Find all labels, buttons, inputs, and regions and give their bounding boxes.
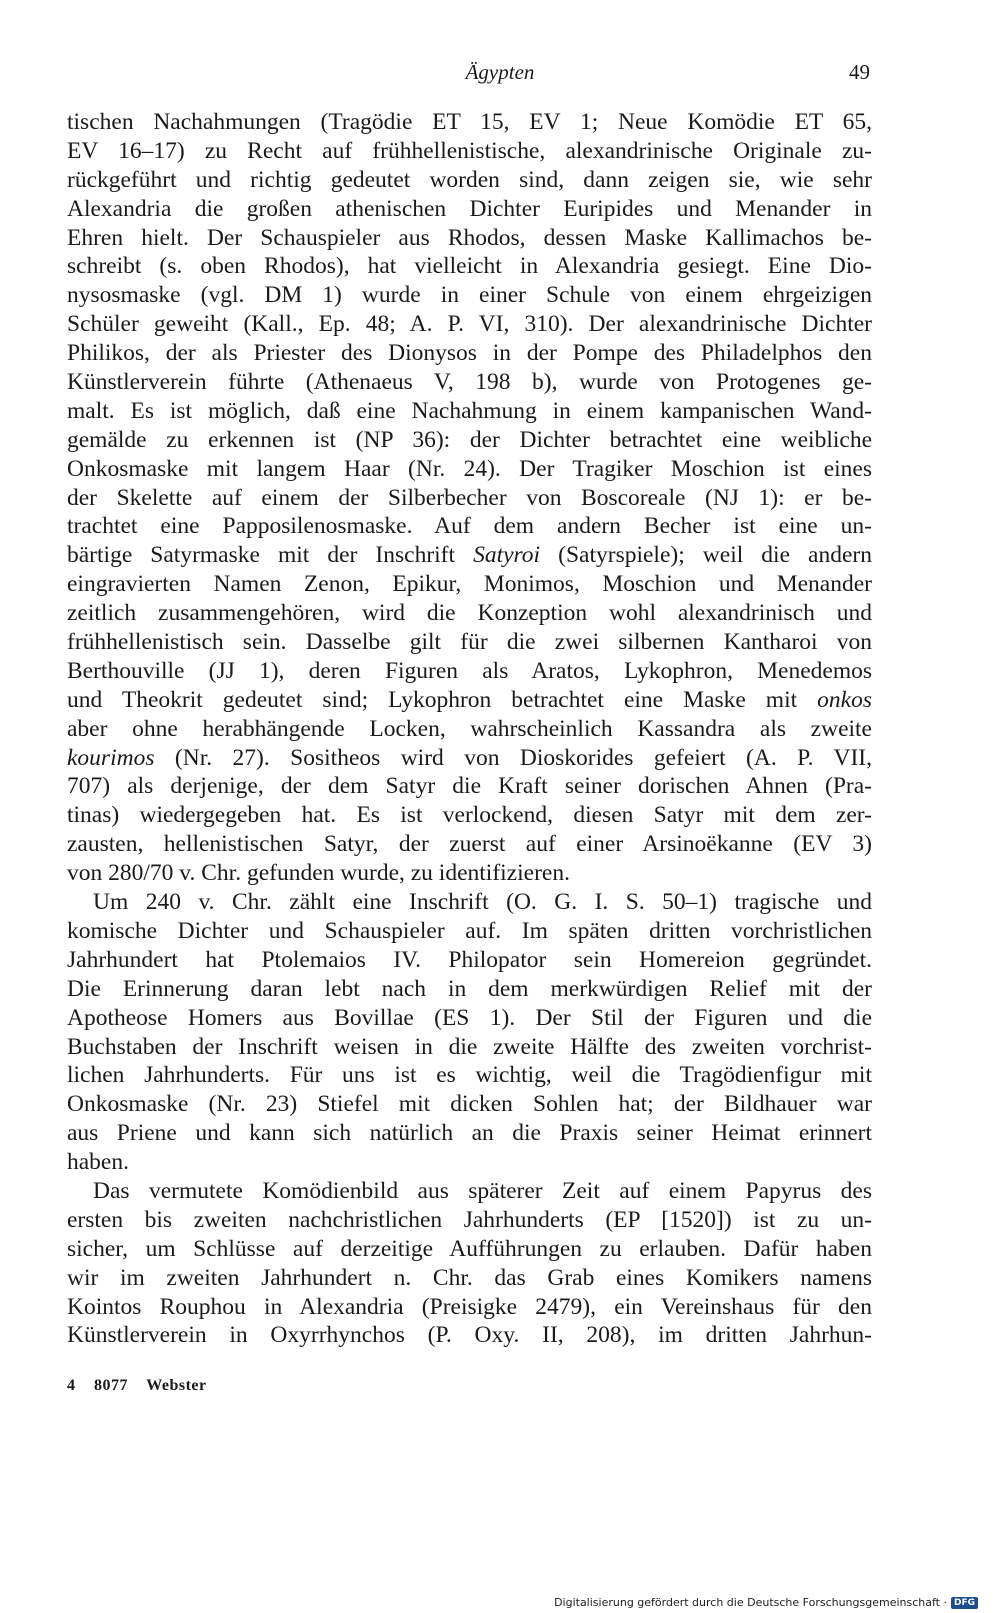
text-line: Buchstaben der Inschrift weisen in die zweite Hälfte des zweiten vorchrist- — [67, 1033, 872, 1060]
digitization-credit — [554, 1596, 978, 1609]
text-line: eingravierten Namen Zenon, Epikur, Monimos, Moschion und Menander — [67, 571, 872, 598]
text-line: Schüler geweiht (Kall., Ep. 48; A. P. VI, 310). Der alexandrinische Dichter — [67, 311, 872, 338]
text-line: haben. — [67, 1149, 129, 1176]
text-line: Alexandria die großen athenischen Dichter Euripides und Menander in — [67, 195, 872, 222]
text-line: Das vermutete Komödienbild aus späterer Zeit auf einem Papyrus des — [93, 1177, 872, 1204]
text-line: und Theokrit gedeutet sind; Lykophron betrachtet eine Maske mit onkos — [67, 686, 872, 713]
text-line: 707) als derjenige, der dem Satyr die Kraft seiner dorischen Ahnen (Pra- — [67, 773, 872, 800]
text-line: Apotheose Homers aus Bovillae (ES 1). Der Stil der Figuren und die — [67, 1004, 872, 1031]
text-line: EV 16–17) zu Recht auf frühhellenistische, alexandrinische Originale zu- — [67, 137, 872, 164]
text-line: Kointos Rouphou in Alexandria (Preisigke 2479), ein Vereinshaus für den — [67, 1293, 872, 1320]
signature-number: 4 — [67, 1377, 76, 1394]
text-line: von 280/70 v. Chr. gefunden wurde, zu identifizieren. — [67, 860, 570, 887]
text-line: tischen Nachahmungen (Tragödie ET 15, EV 1; Neue Komödie ET 65, — [67, 109, 872, 135]
text-line: Onkosmaske mit langem Haar (Nr. 24). Der Tragiker Moschion ist eines — [67, 455, 872, 482]
text-line: Um 240 v. Chr. zählt eine Inschrift (O. G. I. S. 50–1) tragische und — [93, 889, 872, 916]
text-line: tinas) wiedergegeben hat. Es ist verlockend, diesen Satyr mit dem zer- — [67, 802, 872, 829]
text-line: trachtet eine Papposilenosmaske. Auf dem andern Becher ist eine un- — [67, 513, 872, 540]
text-line: der Skelette auf einem der Silberbecher von Boscoreale (NJ 1): er be- — [67, 484, 872, 511]
text-line: lichen Jahrhunderts. Für uns ist es wichtig, weil die Tragödienfigur mit — [67, 1062, 872, 1089]
text-line: Berthouville (JJ 1), deren Figuren als Aratos, Lykophron, Menedemos — [67, 657, 872, 684]
text-line: Künstlerverein führte (Athenaeus V, 198 b), wurde von Protogenes ge- — [67, 369, 872, 396]
dfg-logo-icon: DFG — [951, 1597, 978, 1609]
body-text — [67, 108, 872, 1350]
text-line: schreibt (s. oben Rhodos), hat vielleicht in Alexandria gesiegt. Eine Dio- — [67, 253, 872, 280]
text-line: gemälde zu erkennen ist (NP 36): der Dichter betrachtet eine weibliche — [67, 426, 872, 453]
text-line: malt. Es ist möglich, daß eine Nachahmung in einem kampanischen Wand- — [67, 397, 872, 424]
text-line: Ehren hielt. Der Schauspieler aus Rhodos, dessen Maske Kallimachos be- — [67, 224, 872, 251]
text-line: Onkosmaske (Nr. 23) Stiefel mit dicken Sohlen hat; der Bildhauer war — [67, 1091, 872, 1118]
text-line: wir im zweiten Jahrhundert n. Chr. das Grab eines Komikers namens — [67, 1264, 872, 1291]
page-header — [0, 58, 1000, 92]
text-line: bärtige Satyrmaske mit der Inschrift Satyroi (Satyrspiele); weil die andern — [67, 542, 872, 569]
credit-text: Digitalisierung gefördert durch die Deutsche Forschungsgemeinschaft · — [554, 1596, 947, 1609]
page-number: 49 — [849, 60, 870, 84]
text-line: Jahrhundert hat Ptolemaios IV. Philopator sein Homereion gegründet. — [67, 946, 872, 973]
text-line: Künstlerverein in Oxyrrhynchos (P. Oxy. II, 208), im dritten Jahrhun- — [67, 1322, 872, 1349]
text-line: nysosmaske (vgl. DM 1) wurde in einer Schule von einem ehrgeizigen — [67, 282, 872, 309]
text-line: rückgeführt und richtig gedeutet worden sind, dann zeigen sie, wie sehr — [67, 166, 872, 193]
text-line: zeitlich zusammengehören, wird die Konzeption wohl alexandrinisch und — [67, 600, 872, 627]
text-line: sicher, um Schlüsse auf derzeitige Aufführungen zu erlauben. Dafür haben — [67, 1235, 872, 1262]
text-line: ersten bis zweiten nachchristlichen Jahrhunderts (EP [1520]) ist zu un- — [67, 1206, 872, 1233]
text-line: aus Priene und kann sich natürlich an die Praxis seiner Heimat erinnert — [67, 1120, 872, 1147]
text-line: frühhellenistisch sein. Dasselbe gilt für die zwei silbernen Kantharoi von — [67, 629, 872, 656]
text-line: Die Erinnerung daran lebt nach in dem merkwürdigen Relief mit der — [67, 975, 872, 1002]
text-line: kourimos (Nr. 27). Sositheos wird von Dioskorides gefeiert (A. P. VII, — [67, 744, 872, 771]
text-line: komische Dichter und Schauspieler auf. Im späten dritten vorchristlichen — [67, 917, 872, 944]
footer-signature — [67, 1377, 221, 1395]
text-line: aber ohne herabhängende Locken, wahrscheinlich Kassandra als zweite — [67, 715, 872, 742]
text-line: zausten, hellenistischen Satyr, der zuerst auf einer Arsinoëkanne (EV 3) — [67, 831, 872, 858]
running-title: Ägypten — [465, 60, 535, 84]
print-code: 8077 — [94, 1377, 128, 1394]
text-line: Philikos, der als Priester des Dionysos in der Pompe des Philadelphos den — [67, 340, 872, 367]
author-name: Webster — [146, 1377, 207, 1394]
